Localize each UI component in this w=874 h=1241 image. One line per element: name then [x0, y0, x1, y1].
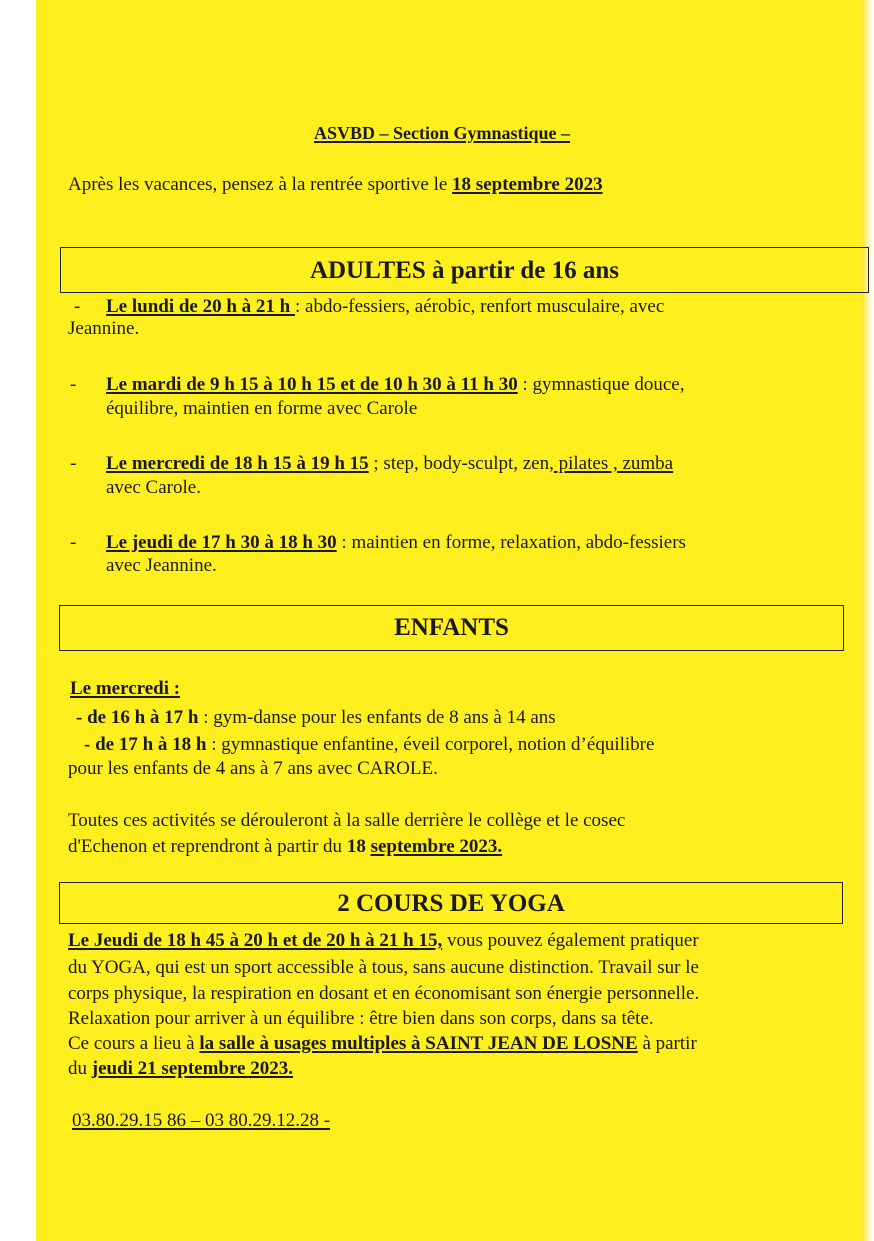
yoga-line-1-rest: vous pouvez également pratiquer [442, 930, 699, 951]
page-edge [862, 0, 874, 1241]
yoga-heading [59, 882, 843, 924]
intro-date: 18 septembre 2023 [452, 174, 603, 195]
bullet-dash: - [70, 374, 77, 395]
schedule-mardi: Le mardi de 9 h 15 à 10 h 15 et de 10 h 30 à 11 h 30 [106, 374, 518, 395]
desc-jeudi-cont: avec Jeannine. [106, 555, 217, 576]
yoga-line-3: corps physique, la respiration en dosant et en économisant son énergie personnelle. [68, 983, 700, 1004]
enfants-location-cont [68, 836, 502, 858]
intro-text: Après les vacances, pensez à la rentrée sportive le [68, 174, 453, 195]
yoga-line-5-end: à partir [637, 1033, 697, 1054]
intro-line [68, 174, 603, 196]
location-text: d'Echenon et reprendront à partir du [68, 836, 347, 857]
yoga-line-2: du YOGA, qui est un sport accessible à tous, sans aucune distinction. Travail sur le [68, 957, 699, 978]
bullet-dash: - [70, 532, 77, 553]
yoga-heading-text: 2 COURS DE YOGA [337, 890, 565, 917]
enfants-slot-1 [76, 707, 556, 729]
enfants-location: Toutes ces activités se dérouleront à la salle derrière le collège et le cosec [68, 810, 626, 831]
enfants-slot-2 [84, 734, 654, 756]
bullet-dash: - [70, 453, 77, 474]
contact-phones: 03.80.29.15 86 – 03 80.29.12.28 - [72, 1110, 331, 1131]
schedule-lundi: Le lundi de 20 h à 21 h [106, 296, 295, 317]
adult-item-mercredi [106, 453, 673, 475]
yoga-line-6-start: du [68, 1058, 92, 1079]
adult-item-mardi [106, 374, 684, 396]
location-date: septembre 2023. [370, 836, 503, 857]
yoga-location: la salle à usages multiples à SAINT JEAN DE LOSNE [199, 1033, 638, 1054]
yoga-start-date: jeudi 21 septembre 2023. [91, 1058, 293, 1079]
slot-2-time: - de 17 h à 18 h [84, 734, 207, 755]
yoga-line-6 [68, 1058, 293, 1080]
adult-item-jeudi [106, 532, 686, 554]
page-title: ASVBD – Section Gymnastique – [314, 123, 571, 143]
desc-mardi: : gymnastique douce, [517, 374, 685, 395]
slot-2-text: : gymnastique enfantine, éveil corporel, notion d’équilibre [206, 734, 655, 755]
bullet-dash: - [74, 296, 81, 317]
desc-mercredi: ; step, body-sculpt, zen, [368, 453, 554, 474]
yoga-line-4: Relaxation pour arriver à un équilibre : être bien dans son corps, dans sa tête. [68, 1008, 654, 1029]
desc-lundi: : abdo-fessiers, aérobic, renfort musculaire, avec [295, 296, 665, 317]
adultes-heading-text: ADULTES à partir de 16 ans [309, 257, 620, 284]
yoga-schedule: Le Jeudi de 18 h 45 à 20 h et de 20 h à 21 h 15, [68, 930, 443, 951]
desc-mercredi-cont: avec Carole. [106, 477, 201, 498]
desc-lundi-cont: Jeannine. [68, 318, 140, 339]
adultes-heading [60, 247, 869, 293]
desc-mercredi-underlined: pilates , zumba [553, 453, 674, 474]
slot-1-text: : gym-danse pour les enfants de 8 ans à 14 ans [198, 707, 556, 728]
adult-item-lundi [106, 296, 664, 318]
enfants-heading [59, 605, 844, 651]
enfants-heading-text: ENFANTS [394, 614, 509, 641]
yoga-line-1 [68, 930, 699, 952]
schedule-mercredi: Le mercredi de 18 h 15 à 19 h 15 [106, 453, 369, 474]
enfants-day: Le mercredi : [70, 678, 181, 699]
location-date-num: 18 [346, 836, 371, 857]
slot-2-text-cont: pour les enfants de 4 ans à 7 ans avec CAROLE. [68, 758, 438, 779]
slot-1-time: - de 16 h à 17 h [76, 707, 199, 728]
desc-jeudi: : maintien en forme, relaxation, abdo-fessiers [336, 532, 686, 553]
yoga-line-5-start: Ce cours a lieu à [68, 1033, 200, 1054]
schedule-jeudi: Le jeudi de 17 h 30 à 18 h 30 [106, 532, 337, 553]
desc-mardi-cont: équilibre, maintien en forme avec Carole [106, 398, 418, 419]
yoga-line-5 [68, 1033, 697, 1055]
